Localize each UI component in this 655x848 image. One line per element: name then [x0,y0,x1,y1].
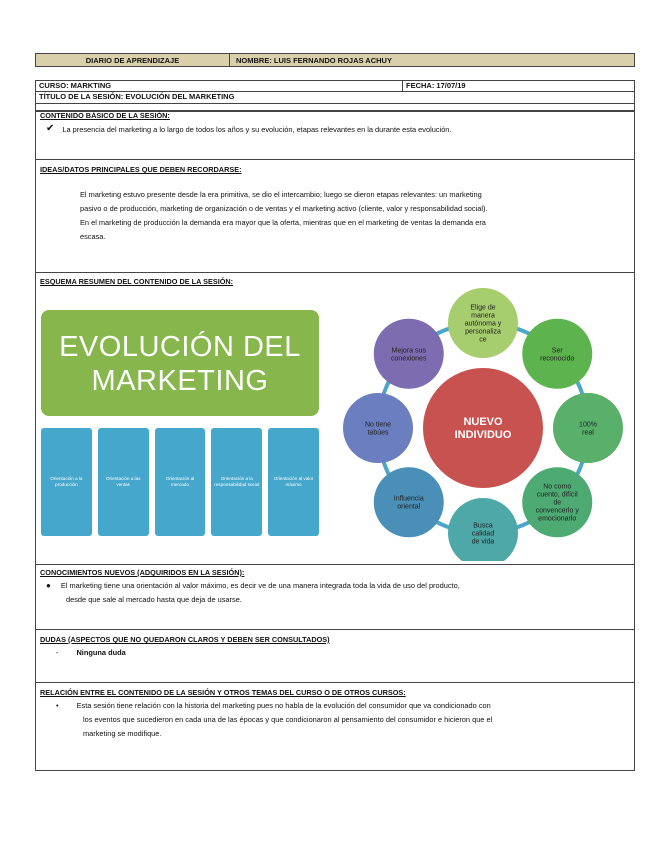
cycle-node [448,498,518,561]
new-knowledge-line: El marketing tiene una orientación al valor máximo, es decir ve de una manera integrada toda la vida de uso del producto, [60,581,460,590]
key-ideas-line: escasa. [80,232,106,241]
basic-content-text: La presencia del marketing a lo largo de todos los años y su evolución, etapas relevantes en la durante esta evolución. [62,125,452,134]
cycle-node-label: Influencia [393,495,424,503]
cycle-node-label: autónoma y [464,320,502,328]
cycle-node-label: calidad [471,530,495,538]
relation-section [35,683,635,771]
cycle-node-label: personaliza [465,328,501,336]
cycle-node-label: No como [543,483,572,491]
cycle-node-label: oriental [397,503,421,511]
cycle-node-label: cuento, difícil [536,491,578,499]
cycle-node-label: real [582,429,594,437]
cycle-node [522,467,592,537]
cycle-node-label: tabúes [367,429,389,437]
cycle-node [343,393,413,463]
key-ideas-section [35,160,635,273]
center-label: INDIVIDUO [454,429,512,441]
relation-content [56,699,492,741]
cycle-node-circle [448,498,518,561]
course-name: CURSO: MARKTING [36,81,403,91]
cycle-node-label: emocionarlo [538,515,577,523]
center-label: NUEVO [463,416,503,428]
orientation-box-label: Orientación al mercado [165,476,195,487]
cycle-node-label: conexiones [391,355,427,363]
orientation-box [268,428,319,536]
cycle-node-label: reconocido [540,355,575,363]
key-ideas-line: pasivo o de producción, marketing de organización o de ventas y el marketing activo (cliente, valor y responsabilidad social). [80,204,488,213]
key-ideas-text [80,188,488,244]
cycle-node [448,288,518,358]
checkmark-icon: ✔ [46,123,55,134]
new-individual-cycle-diagram [336,285,628,561]
relation-line: Esta sesión tiene relación con la historia del marketing pues no habla de la evolución del consumidor que va condicionado con [76,701,491,710]
orientation-box [211,428,262,536]
center-circle [423,368,543,488]
cycle-node-label: Busca [473,522,493,530]
dash-icon: - [56,648,59,657]
new-knowledge-line: desde que sale al mercado hasta que deja de usarse. [66,595,242,604]
cycle-node-label: Ser [551,347,563,355]
new-knowledge-content [46,579,460,607]
doubts-title: DUDAS (ASPECTOS QUE NO QUEDARON CLAROS Y DEBEN SER CONSULTADOS) [40,635,330,644]
bullet-dot-icon: • [56,701,59,710]
relation-title: RELACIÓN ENTRE EL CONTENIDO DE LA SESIÓN Y OTROS TEMAS DEL CURSO O DE OTROS CURSOS: [40,688,406,697]
orientation-box-label: Orientación a la producción [50,476,83,487]
cycle-node-label: de [553,499,562,507]
cycle-node-label: 100% [579,421,597,429]
cycle-node [553,393,623,463]
cycle-node [374,467,444,537]
new-knowledge-title: CONOCIMIENTOS NUEVOS (ADQUIRIDOS EN LA SESIÓN): [40,568,245,577]
evolution-banner [41,310,319,416]
orientation-box [98,428,149,536]
summary-diagram-section [35,273,635,565]
cycle-node-label: de vida [471,538,495,546]
basic-content-section [35,100,635,160]
student-name: NOMBRE: LUIS FERNANDO ROJAS ACHUY [236,56,392,65]
session-title: TÍTULO DE LA SESIÓN: EVOLUCIÓN DEL MARKETING [36,92,634,104]
cycle-node-label: ce [479,336,487,344]
cycle-node-label: convencerlo y [535,507,579,515]
cycle-node-label: Mejora sus [391,347,426,355]
key-ideas-line: El marketing estuvo presente desde la era primitiva, se dio el intercambio; luego se dieron etapas relevantes: un marketing [80,190,482,199]
cycle-node [374,319,444,389]
new-knowledge-section [35,565,635,630]
diary-label: DIARIO DE APRENDIZAJE [36,54,230,66]
relation-line: los eventos que sucedieron en cada una de las épocas y que condicionaron al pensamiento del consumidor e hicieron que el [83,715,493,724]
key-ideas-title: IDEAS/DATOS PRINCIPALES QUE DEBEN RECORDARSE: [40,165,242,174]
key-ideas-line: En el marketing de producción la demanda era mayor que la oferta, mientras que en el marketing de ventas la demanda era [80,218,486,227]
bullet-icon: ● [46,581,51,590]
cycle-node-label: No tiene [364,421,392,429]
relation-line: marketing se modifique. [83,729,162,738]
summary-diagram-title: ESQUEMA RESUMEN DEL CONTENIDO DE LA SESIÓN: [40,277,234,286]
orientation-box-label: Orientación al valor máximo [273,476,314,487]
cycle-node-label: Elige de [470,304,496,312]
banner-line1: EVOLUCIÓN DEL [59,331,301,363]
cycle-node [522,319,592,389]
session-date: FECHA: 17/07/19 [406,81,466,90]
orientation-box [41,428,92,536]
basic-content-title: CONTENIDO BÁSICO DE LA SESIÓN: [40,111,170,120]
doubts-item: Ninguna duda [76,648,126,657]
banner-line2: MARKETING [91,365,269,397]
orientation-box-label: Orientación a las ventas [105,476,141,487]
diary-header-table [35,53,635,67]
orientation-box [155,428,206,536]
orientation-boxes [41,428,319,536]
doubts-section [35,630,635,683]
orientation-box-label: Orientación a la responsabilidad social [214,476,260,487]
cycle-node-label: manera [471,312,495,320]
